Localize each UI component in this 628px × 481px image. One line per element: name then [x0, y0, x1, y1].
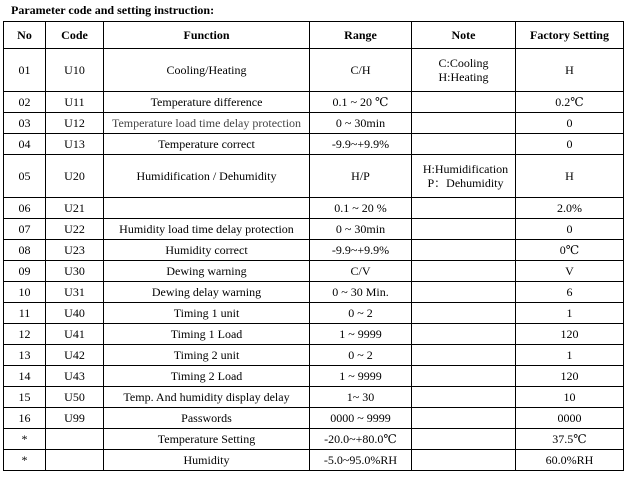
table-row	[4, 198, 624, 219]
cell-note	[412, 261, 516, 282]
table-row	[4, 134, 624, 155]
table-row	[4, 450, 624, 471]
cell-code: U11	[46, 92, 104, 113]
table-row	[4, 387, 624, 408]
cell-range: 1~ 30	[310, 387, 412, 408]
table-row	[4, 219, 624, 240]
cell-code: U23	[46, 240, 104, 261]
table-row	[4, 282, 624, 303]
table-row	[4, 261, 624, 282]
page-title: Parameter code and setting instruction:	[11, 3, 215, 17]
cell-function: Cooling/Heating	[104, 49, 310, 92]
cell-no: 04	[4, 134, 46, 155]
cell-function: Temp. And humidity display delay	[104, 387, 310, 408]
table-row	[4, 408, 624, 429]
cell-factory-setting: 0000	[516, 408, 624, 429]
cell-range: 0 ~ 30 Min.	[310, 282, 412, 303]
cell-no: 13	[4, 345, 46, 366]
cell-note	[412, 113, 516, 134]
table-row	[4, 49, 624, 92]
cell-note	[412, 92, 516, 113]
table-row	[4, 155, 624, 198]
cell-range: 1 ~ 9999	[310, 324, 412, 345]
cell-code	[46, 450, 104, 471]
cell-factory-setting: 10	[516, 387, 624, 408]
cell-function: Temperature Setting	[104, 429, 310, 450]
cell-range: 0 ~ 2	[310, 303, 412, 324]
table-header-row	[4, 22, 624, 49]
cell-function: Timing 2 unit	[104, 345, 310, 366]
cell-note	[412, 429, 516, 450]
cell-factory-setting: 1	[516, 303, 624, 324]
cell-no: 10	[4, 282, 46, 303]
cell-function: Temperature correct	[104, 134, 310, 155]
cell-code: U43	[46, 366, 104, 387]
cell-function: Timing 2 Load	[104, 366, 310, 387]
cell-range: 0 ~ 30min	[310, 219, 412, 240]
table-row	[4, 240, 624, 261]
cell-function: Humidity	[104, 450, 310, 471]
cell-no: 12	[4, 324, 46, 345]
cell-range: -5.0~95.0%RH	[310, 450, 412, 471]
cell-range: H/P	[310, 155, 412, 198]
cell-function: Temperature load time delay protection	[104, 113, 310, 134]
cell-factory-setting: V	[516, 261, 624, 282]
cell-code: U20	[46, 155, 104, 198]
note-line: C:Cooling	[438, 56, 489, 70]
cell-factory-setting: 0℃	[516, 240, 624, 261]
cell-factory-setting: 120	[516, 324, 624, 345]
header-code: Code	[46, 22, 104, 49]
table-row	[4, 303, 624, 324]
cell-note	[412, 450, 516, 471]
cell-no: 05	[4, 155, 46, 198]
table-row	[4, 113, 624, 134]
cell-function: Humidity load time delay protection	[104, 219, 310, 240]
cell-range: 0 ~ 30min	[310, 113, 412, 134]
cell-code: U40	[46, 303, 104, 324]
cell-note	[412, 219, 516, 240]
cell-note	[412, 134, 516, 155]
cell-code: U10	[46, 49, 104, 92]
cell-code: U99	[46, 408, 104, 429]
cell-no: 14	[4, 366, 46, 387]
cell-no: 06	[4, 198, 46, 219]
cell-range: 0.1 ~ 20 ℃	[310, 92, 412, 113]
cell-no: 02	[4, 92, 46, 113]
cell-code: U12	[46, 113, 104, 134]
cell-function: Dewing warning	[104, 261, 310, 282]
cell-note	[412, 240, 516, 261]
cell-no: 15	[4, 387, 46, 408]
table-row	[4, 92, 624, 113]
cell-code: U50	[46, 387, 104, 408]
cell-code: U13	[46, 134, 104, 155]
cell-code: U41	[46, 324, 104, 345]
cell-code: U30	[46, 261, 104, 282]
cell-range: 0 ~ 2	[310, 345, 412, 366]
cell-function: Timing 1 unit	[104, 303, 310, 324]
cell-range: -20.0~+80.0℃	[310, 429, 412, 450]
cell-factory-setting: 60.0%RH	[516, 450, 624, 471]
cell-no: *	[4, 450, 46, 471]
cell-range: C/H	[310, 49, 412, 92]
parameter-table	[3, 21, 624, 471]
cell-range: C/V	[310, 261, 412, 282]
cell-note	[412, 49, 516, 92]
cell-range: 0000 ~ 9999	[310, 408, 412, 429]
cell-no: 09	[4, 261, 46, 282]
cell-factory-setting: 2.0%	[516, 198, 624, 219]
cell-note	[412, 408, 516, 429]
cell-note	[412, 324, 516, 345]
note-line: H:Heating	[438, 70, 489, 84]
cell-function: Temperature difference	[104, 92, 310, 113]
cell-factory-setting: 37.5℃	[516, 429, 624, 450]
cell-note	[412, 303, 516, 324]
cell-factory-setting: 0	[516, 134, 624, 155]
cell-no: 07	[4, 219, 46, 240]
cell-code: U22	[46, 219, 104, 240]
cell-range: -9.9~+9.9%	[310, 134, 412, 155]
cell-no: 11	[4, 303, 46, 324]
cell-no: *	[4, 429, 46, 450]
cell-function: Passwords	[104, 408, 310, 429]
table-row	[4, 324, 624, 345]
header-note: Note	[412, 22, 516, 49]
note-line: H:Humidification	[422, 162, 509, 176]
cell-factory-setting: 0.2℃	[516, 92, 624, 113]
cell-factory-setting: 6	[516, 282, 624, 303]
header-function: Function	[104, 22, 310, 49]
cell-range: -9.9~+9.9%	[310, 240, 412, 261]
table-row	[4, 429, 624, 450]
header-range: Range	[310, 22, 412, 49]
cell-range: 1 ~ 9999	[310, 366, 412, 387]
table-row	[4, 345, 624, 366]
cell-note	[412, 366, 516, 387]
cell-note	[412, 387, 516, 408]
cell-function: Humidification / Dehumidity	[104, 155, 310, 198]
cell-code: U21	[46, 198, 104, 219]
cell-no: 16	[4, 408, 46, 429]
cell-factory-setting: 0	[516, 113, 624, 134]
cell-factory-setting: H	[516, 155, 624, 198]
cell-code	[46, 429, 104, 450]
header-no: No	[4, 22, 46, 49]
cell-code: U31	[46, 282, 104, 303]
cell-code: U42	[46, 345, 104, 366]
cell-no: 08	[4, 240, 46, 261]
cell-note	[412, 198, 516, 219]
cell-factory-setting: 0	[516, 219, 624, 240]
note-line: P：Dehumidity	[427, 176, 504, 190]
cell-function: Humidity correct	[104, 240, 310, 261]
cell-range: 0.1 ~ 20 %	[310, 198, 412, 219]
cell-function: Timing 1 Load	[104, 324, 310, 345]
table-row	[4, 366, 624, 387]
cell-note	[412, 345, 516, 366]
cell-note	[412, 155, 516, 198]
cell-factory-setting: 120	[516, 366, 624, 387]
cell-factory-setting: H	[516, 49, 624, 92]
header-factory-setting: Factory Setting	[516, 22, 624, 49]
cell-note	[412, 282, 516, 303]
cell-no: 03	[4, 113, 46, 134]
cell-function: Dewing delay warning	[104, 282, 310, 303]
cell-factory-setting: 1	[516, 345, 624, 366]
cell-no: 01	[4, 49, 46, 92]
cell-function	[104, 198, 310, 219]
